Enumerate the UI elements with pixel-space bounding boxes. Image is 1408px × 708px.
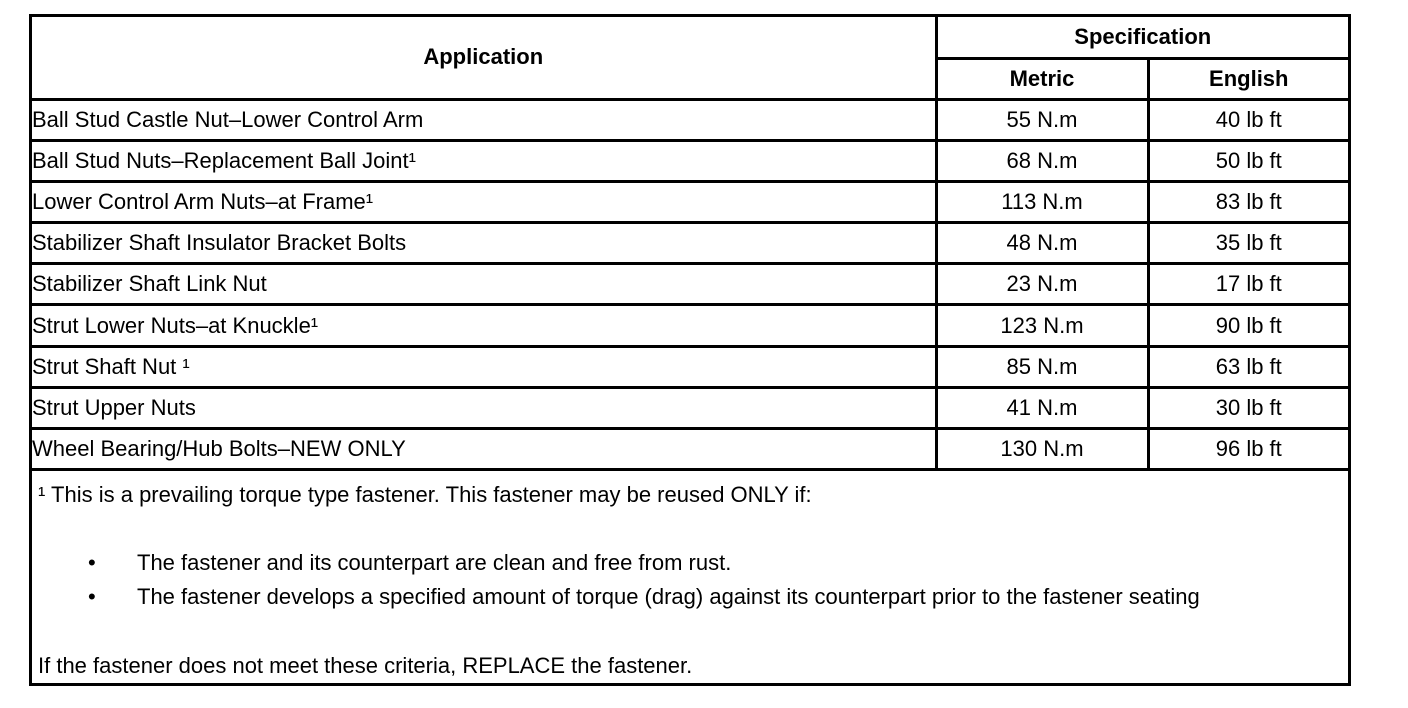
metric-header: Metric	[936, 58, 1148, 99]
english-cell: 50 lb ft	[1148, 140, 1348, 181]
table-row	[32, 429, 1348, 470]
application-cell: Lower Control Arm Nuts–at Frame¹	[32, 181, 936, 222]
torque-specification-sheet	[29, 14, 1351, 686]
english-cell: 63 lb ft	[1148, 346, 1348, 387]
application-cell: Strut Upper Nuts	[32, 387, 936, 428]
torque-specification-table	[32, 17, 1348, 471]
footnote-closing: If the fastener does not meet these criteria, REPLACE the fastener.	[38, 653, 693, 678]
criteria-text: The fastener develops a specified amount of torque (drag) against its counterpart prior to the fastener seating	[137, 584, 1200, 609]
application-cell: Strut Lower Nuts–at Knuckle¹	[32, 305, 936, 346]
english-cell: 96 lb ft	[1148, 429, 1348, 470]
table-row	[32, 264, 1348, 305]
table-row	[32, 223, 1348, 264]
application-header: Application	[32, 17, 936, 99]
metric-cell: 85 N.m	[936, 346, 1148, 387]
application-cell: Strut Shaft Nut ¹	[32, 346, 936, 387]
bullet-icon: •	[88, 550, 96, 575]
table-row	[32, 181, 1348, 222]
metric-cell: 130 N.m	[936, 429, 1148, 470]
metric-cell: 41 N.m	[936, 387, 1148, 428]
specification-header: Specification	[936, 17, 1348, 58]
application-cell: Stabilizer Shaft Insulator Bracket Bolts	[32, 223, 936, 264]
metric-cell: 113 N.m	[936, 181, 1148, 222]
metric-cell: 48 N.m	[936, 223, 1148, 264]
table-row	[32, 387, 1348, 428]
english-header: English	[1148, 58, 1348, 99]
metric-cell: 55 N.m	[936, 99, 1148, 140]
english-cell: 35 lb ft	[1148, 223, 1348, 264]
english-cell: 40 lb ft	[1148, 99, 1348, 140]
application-cell: Wheel Bearing/Hub Bolts–NEW ONLY	[32, 429, 936, 470]
application-cell: Ball Stud Nuts–Replacement Ball Joint¹	[32, 140, 936, 181]
english-cell: 90 lb ft	[1148, 305, 1348, 346]
english-cell: 30 lb ft	[1148, 387, 1348, 428]
metric-cell: 23 N.m	[936, 264, 1148, 305]
bullet-icon: •	[88, 584, 96, 609]
metric-cell: 68 N.m	[936, 140, 1148, 181]
application-cell: Stabilizer Shaft Link Nut	[32, 264, 936, 305]
metric-cell: 123 N.m	[936, 305, 1148, 346]
criteria-text: The fastener and its counterpart are clean and free from rust.	[137, 550, 732, 575]
footnote-intro: ¹ This is a prevailing torque type fastener. This fastener may be reused ONLY if:	[38, 482, 812, 507]
application-cell: Ball Stud Castle Nut–Lower Control Arm	[32, 99, 936, 140]
table-row	[32, 346, 1348, 387]
table-row	[32, 140, 1348, 181]
english-cell: 17 lb ft	[1148, 264, 1348, 305]
table-row	[32, 99, 1348, 140]
table-row	[32, 305, 1348, 346]
english-cell: 83 lb ft	[1148, 181, 1348, 222]
